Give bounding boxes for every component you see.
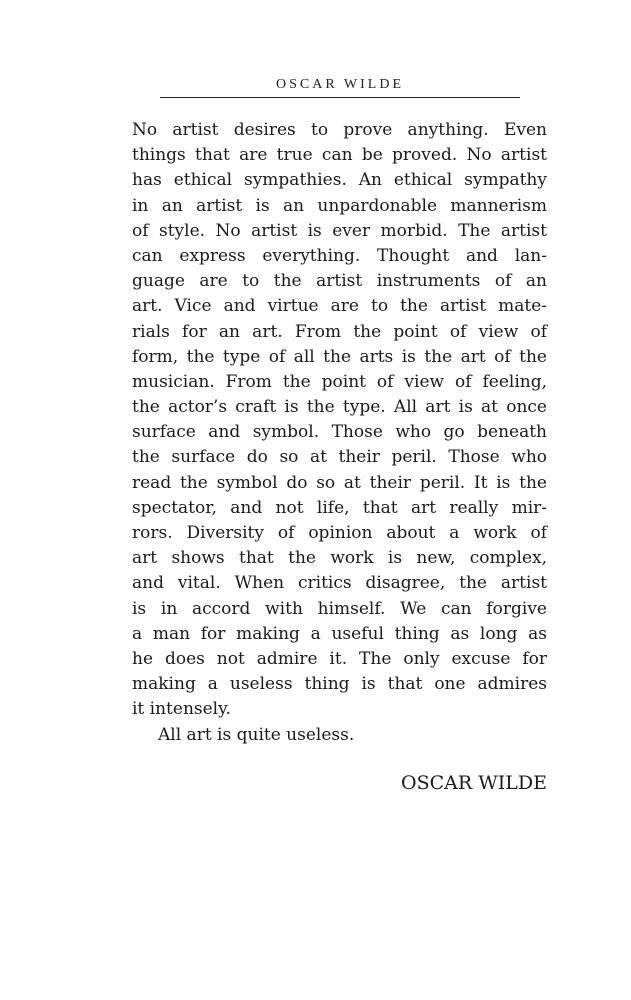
header-rule	[160, 97, 520, 98]
text-line: the actor’s craft is the type. All art is at once	[132, 397, 547, 418]
closing-line: All art is quite useless.	[158, 724, 355, 745]
text-line: in an artist is an unpardonable mannerism	[132, 195, 547, 216]
text-line: No artist desires to prove anything. Even	[132, 120, 547, 140]
text-line: he does not admire it. The only excuse for	[132, 648, 547, 669]
text-line: spectator, and not life, that art really mir-	[132, 497, 547, 518]
running-head: OSCAR WILDE	[275, 77, 405, 92]
body-text	[132, 118, 547, 748]
text-line: form, the type of all the arts is the art of the	[132, 346, 547, 367]
text-line: guage are to the artist instruments of an	[132, 271, 547, 292]
text-line: rors. Diversity of opinion about a work of	[132, 523, 547, 543]
text-line: has ethical sympathies. An ethical sympathy	[132, 170, 547, 191]
text-line: can express everything. Thought and lan-	[132, 245, 547, 266]
text-line: art shows that the work is new, complex,	[132, 548, 547, 569]
text-line: a man for making a useful thing as long as	[132, 623, 547, 644]
text-line: rials for an art. From the point of view of	[132, 321, 547, 342]
text-line: read the symbol do so at their peril. It is the	[132, 472, 547, 493]
text-line: making a useless thing is that one admires	[132, 674, 547, 695]
text-line: surface and symbol. Those who go beneath	[132, 422, 547, 443]
text-line: it intensely.	[132, 699, 231, 720]
text-line: musician. From the point of view of feeling,	[132, 371, 547, 392]
text-line: things that are true can be proved. No artist	[132, 145, 547, 166]
text-line: of style. No artist is ever morbid. The artist	[132, 220, 547, 241]
signature: OSCAR WILDE	[401, 772, 547, 794]
text-line: the surface do so at their peril. Those who	[132, 447, 547, 468]
text-line: is in accord with himself. We can forgive	[132, 598, 547, 619]
text-line: and vital. When critics disagree, the artist	[132, 573, 547, 594]
text-line: art. Vice and virtue are to the artist mate-	[132, 296, 547, 317]
